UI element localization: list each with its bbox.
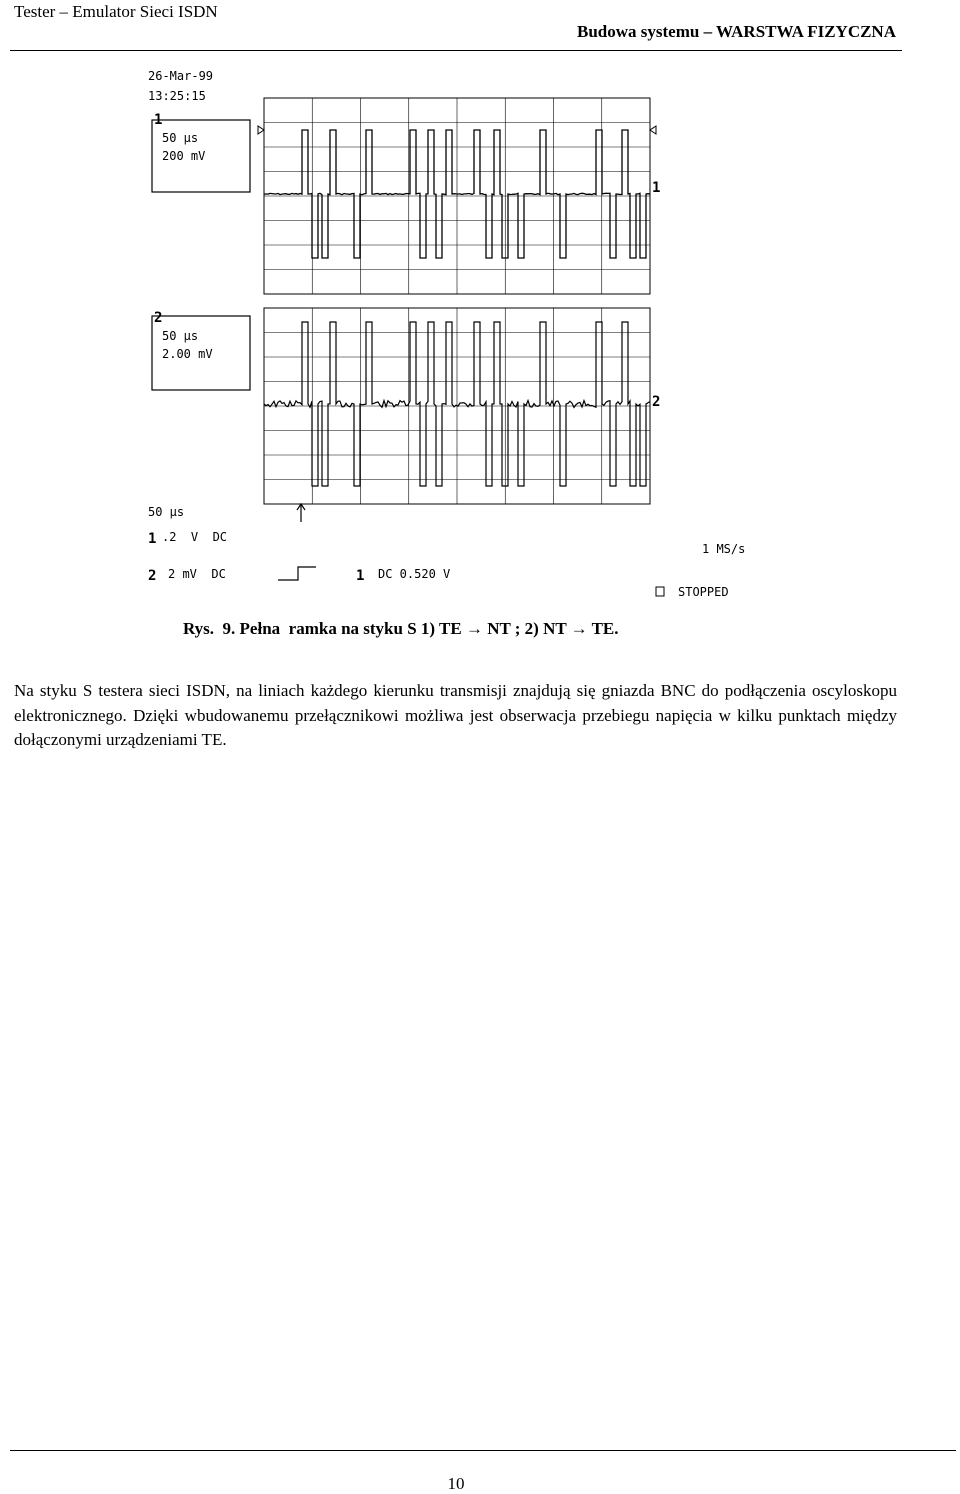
acquisition-status: STOPPED — [678, 585, 729, 599]
footer-divider — [10, 1450, 956, 1451]
bottom-ch2-setting: 2 mV DC — [168, 567, 226, 581]
stop-indicator-icon — [656, 587, 664, 596]
ch1-right-marker-icon — [650, 126, 656, 134]
scope-date: 26-Mar-99 — [148, 69, 214, 83]
ch1-number: 1 — [154, 112, 163, 128]
ch2-number: 2 — [154, 310, 163, 326]
scope-time: 13:25:15 — [148, 89, 206, 103]
trigger-channel-number: 1 — [356, 568, 365, 584]
ch1-scale: 200 mV — [162, 149, 206, 163]
figure-caption: Rys. 9. Pełna ramka na styku S 1) TE → NT ; 2) NT → TE. — [183, 619, 619, 638]
ch2-scale: 2.00 mV — [162, 347, 213, 361]
body-paragraph: Na styku S testera sieci ISDN, na liniach każdego kierunku transmisji znajdują się gniazda BNC do podłączenia oscyloskopu elektronicznego. Dzięki wbudowanemu przełącznikowi możliwa jest obserwacja przebiegu napięcia w kilku punktach między dołączonymi urządzeniami TE. — [14, 681, 897, 749]
trigger-edge-icon — [278, 567, 316, 580]
bottom-ch1-number: 1 — [148, 531, 157, 547]
running-header-left: Tester – Emulator Sieci ISDN — [14, 2, 218, 21]
ch1-timebase: 50 µs — [162, 131, 199, 145]
oscilloscope-screenshot — [130, 60, 770, 620]
bottom-timebase: 50 µs — [148, 505, 185, 519]
sample-rate: 1 MS/s — [702, 542, 746, 556]
bottom-ch1-setting: .2 V DC — [162, 530, 228, 544]
running-header-right: Budowa systemu – WARSTWA FIZYCZNA — [577, 22, 896, 41]
ch1-trigger-marker-icon — [258, 126, 264, 134]
header-divider — [10, 50, 902, 51]
ch2-timebase: 50 µs — [162, 329, 199, 343]
trigger-setting: DC 0.520 V — [378, 567, 451, 581]
trigger-position-arrow-icon — [297, 504, 305, 522]
bottom-ch2-number: 2 — [148, 568, 157, 584]
page-number: 10 — [447, 1474, 465, 1493]
ch1-level-marker: 1 — [652, 180, 661, 196]
ch2-level-marker: 2 — [652, 394, 661, 410]
